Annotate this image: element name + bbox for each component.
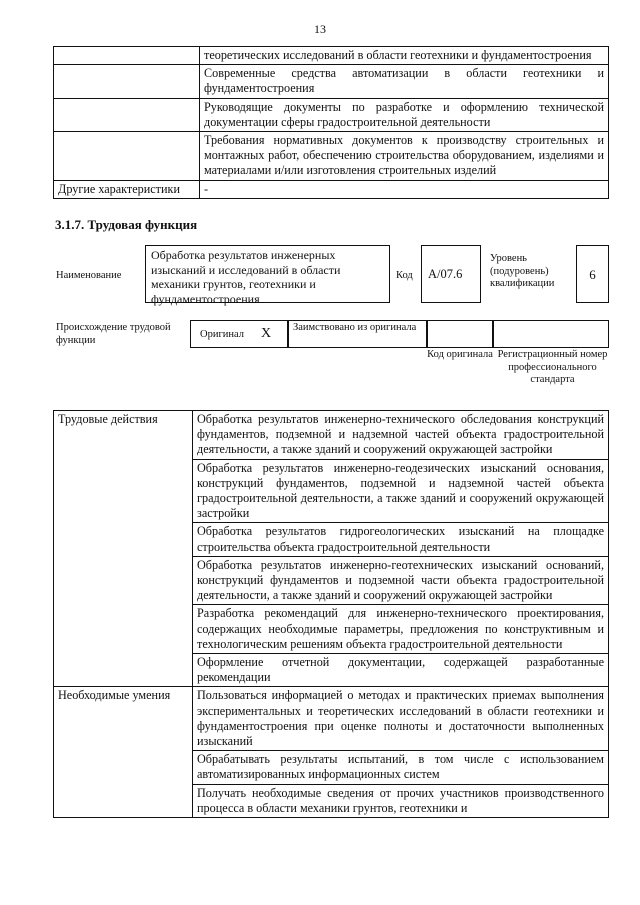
original-cell <box>190 320 288 348</box>
list-item: Получать необходимые сведения от прочих участников производственного процесса в области механики грунтов, геотехники и <box>193 784 609 817</box>
function-name-box: Обработка результатов инженерных изысканий и исследований в области механики грунтов, геотехники и фундаментостроения <box>145 245 390 303</box>
row-label <box>54 65 200 98</box>
table-row <box>54 687 609 751</box>
table-row <box>54 132 609 181</box>
origin-label: Происхождение трудовой функции <box>56 322 171 346</box>
row-text: Требования нормативных документов к производству строительных и монтажных работ, обеспечению строительства оборудованием, изделиями и материалами и/или изготовления строительных изделий <box>200 132 609 181</box>
group-label-actions: Трудовые действия <box>54 411 193 687</box>
row-text: теоретических исследований в области геотехники и фундаментостроения <box>200 47 609 65</box>
top-table <box>53 46 609 199</box>
row-label <box>54 98 200 131</box>
table-row <box>54 411 609 460</box>
code-original-caption: Код оригинала <box>427 349 493 360</box>
row-label: Другие характеристики <box>54 180 200 198</box>
group-label-skills: Необходимые умения <box>54 687 193 818</box>
page-number: 13 <box>314 22 326 36</box>
name-label: Наименование <box>56 270 122 281</box>
row-text: Руководящие документы по разработке и оформлению технической документации сферы градостроительной деятельности <box>200 98 609 131</box>
code-original-cell <box>427 320 493 348</box>
borrowed-cell: Заимствовано из оригинала <box>288 320 427 348</box>
main-table <box>53 410 609 818</box>
list-item: Обработка результатов инженерно-технического обследования конструкций фундаментов, подземной и надземной частей объекта градостроительной деятельности, а также зданий и сооружений окружающей застройки <box>193 411 609 460</box>
list-item: Разработка рекомендаций для инженерно-технического проектирования, содержащих необходимые параметры, предложения по конструктивным и технологическим решениям объекта градостроительной деятельности <box>193 605 609 654</box>
code-value-box: А/07.6 <box>421 245 481 303</box>
list-item: Обработка результатов инженерно-геодезических изысканий основания, конструкций фундаментов, подземной и надземной частей объекта градостроительной деятельности, а также зданий и сооружений окружающей застройки <box>193 459 609 523</box>
table-row <box>54 98 609 131</box>
original-mark: X <box>261 326 272 341</box>
row-text: - <box>200 180 609 198</box>
table-row <box>54 180 609 198</box>
list-item: Обрабатывать результаты испытаний, в том числе с использованием автоматизированных информационных систем <box>193 751 609 784</box>
list-item: Обработка результатов инженерно-геотехнических изысканий оснований, конструкций фундаментов и подземной части объекта градостроительной деятельности, а также зданий и сооружений окружающей застройки <box>193 556 609 605</box>
reg-number-caption: Регистрационный номер профессионального стандарта <box>497 349 608 385</box>
list-item: Обработка результатов гидрогеологических изысканий на площадке строительства объекта градостроительной деятельности <box>193 523 609 556</box>
level-value-box: 6 <box>576 245 609 303</box>
table-row <box>54 47 609 65</box>
code-label: Код <box>396 270 413 281</box>
list-item: Оформление отчетной документации, содержащей разработанные рекомендации <box>193 654 609 687</box>
row-text: Современные средства автоматизации в области геотехники и фундаментостроения <box>200 65 609 98</box>
level-label: Уровень (подуровень) квалификации <box>490 253 555 289</box>
section-title: 3.1.7. Трудовая функция <box>55 217 198 232</box>
list-item: Пользоваться информацией о методах и практических приемах выполнения экспериментальных и теоретических исследований в области геотехники и фундаментостроения при оценке полноты и достаточности выполненных изысканий <box>193 687 609 751</box>
original-label: Оригинал <box>200 329 244 340</box>
table-row <box>54 65 609 98</box>
row-label <box>54 132 200 181</box>
row-label <box>54 47 200 65</box>
reg-number-cell <box>493 320 609 348</box>
